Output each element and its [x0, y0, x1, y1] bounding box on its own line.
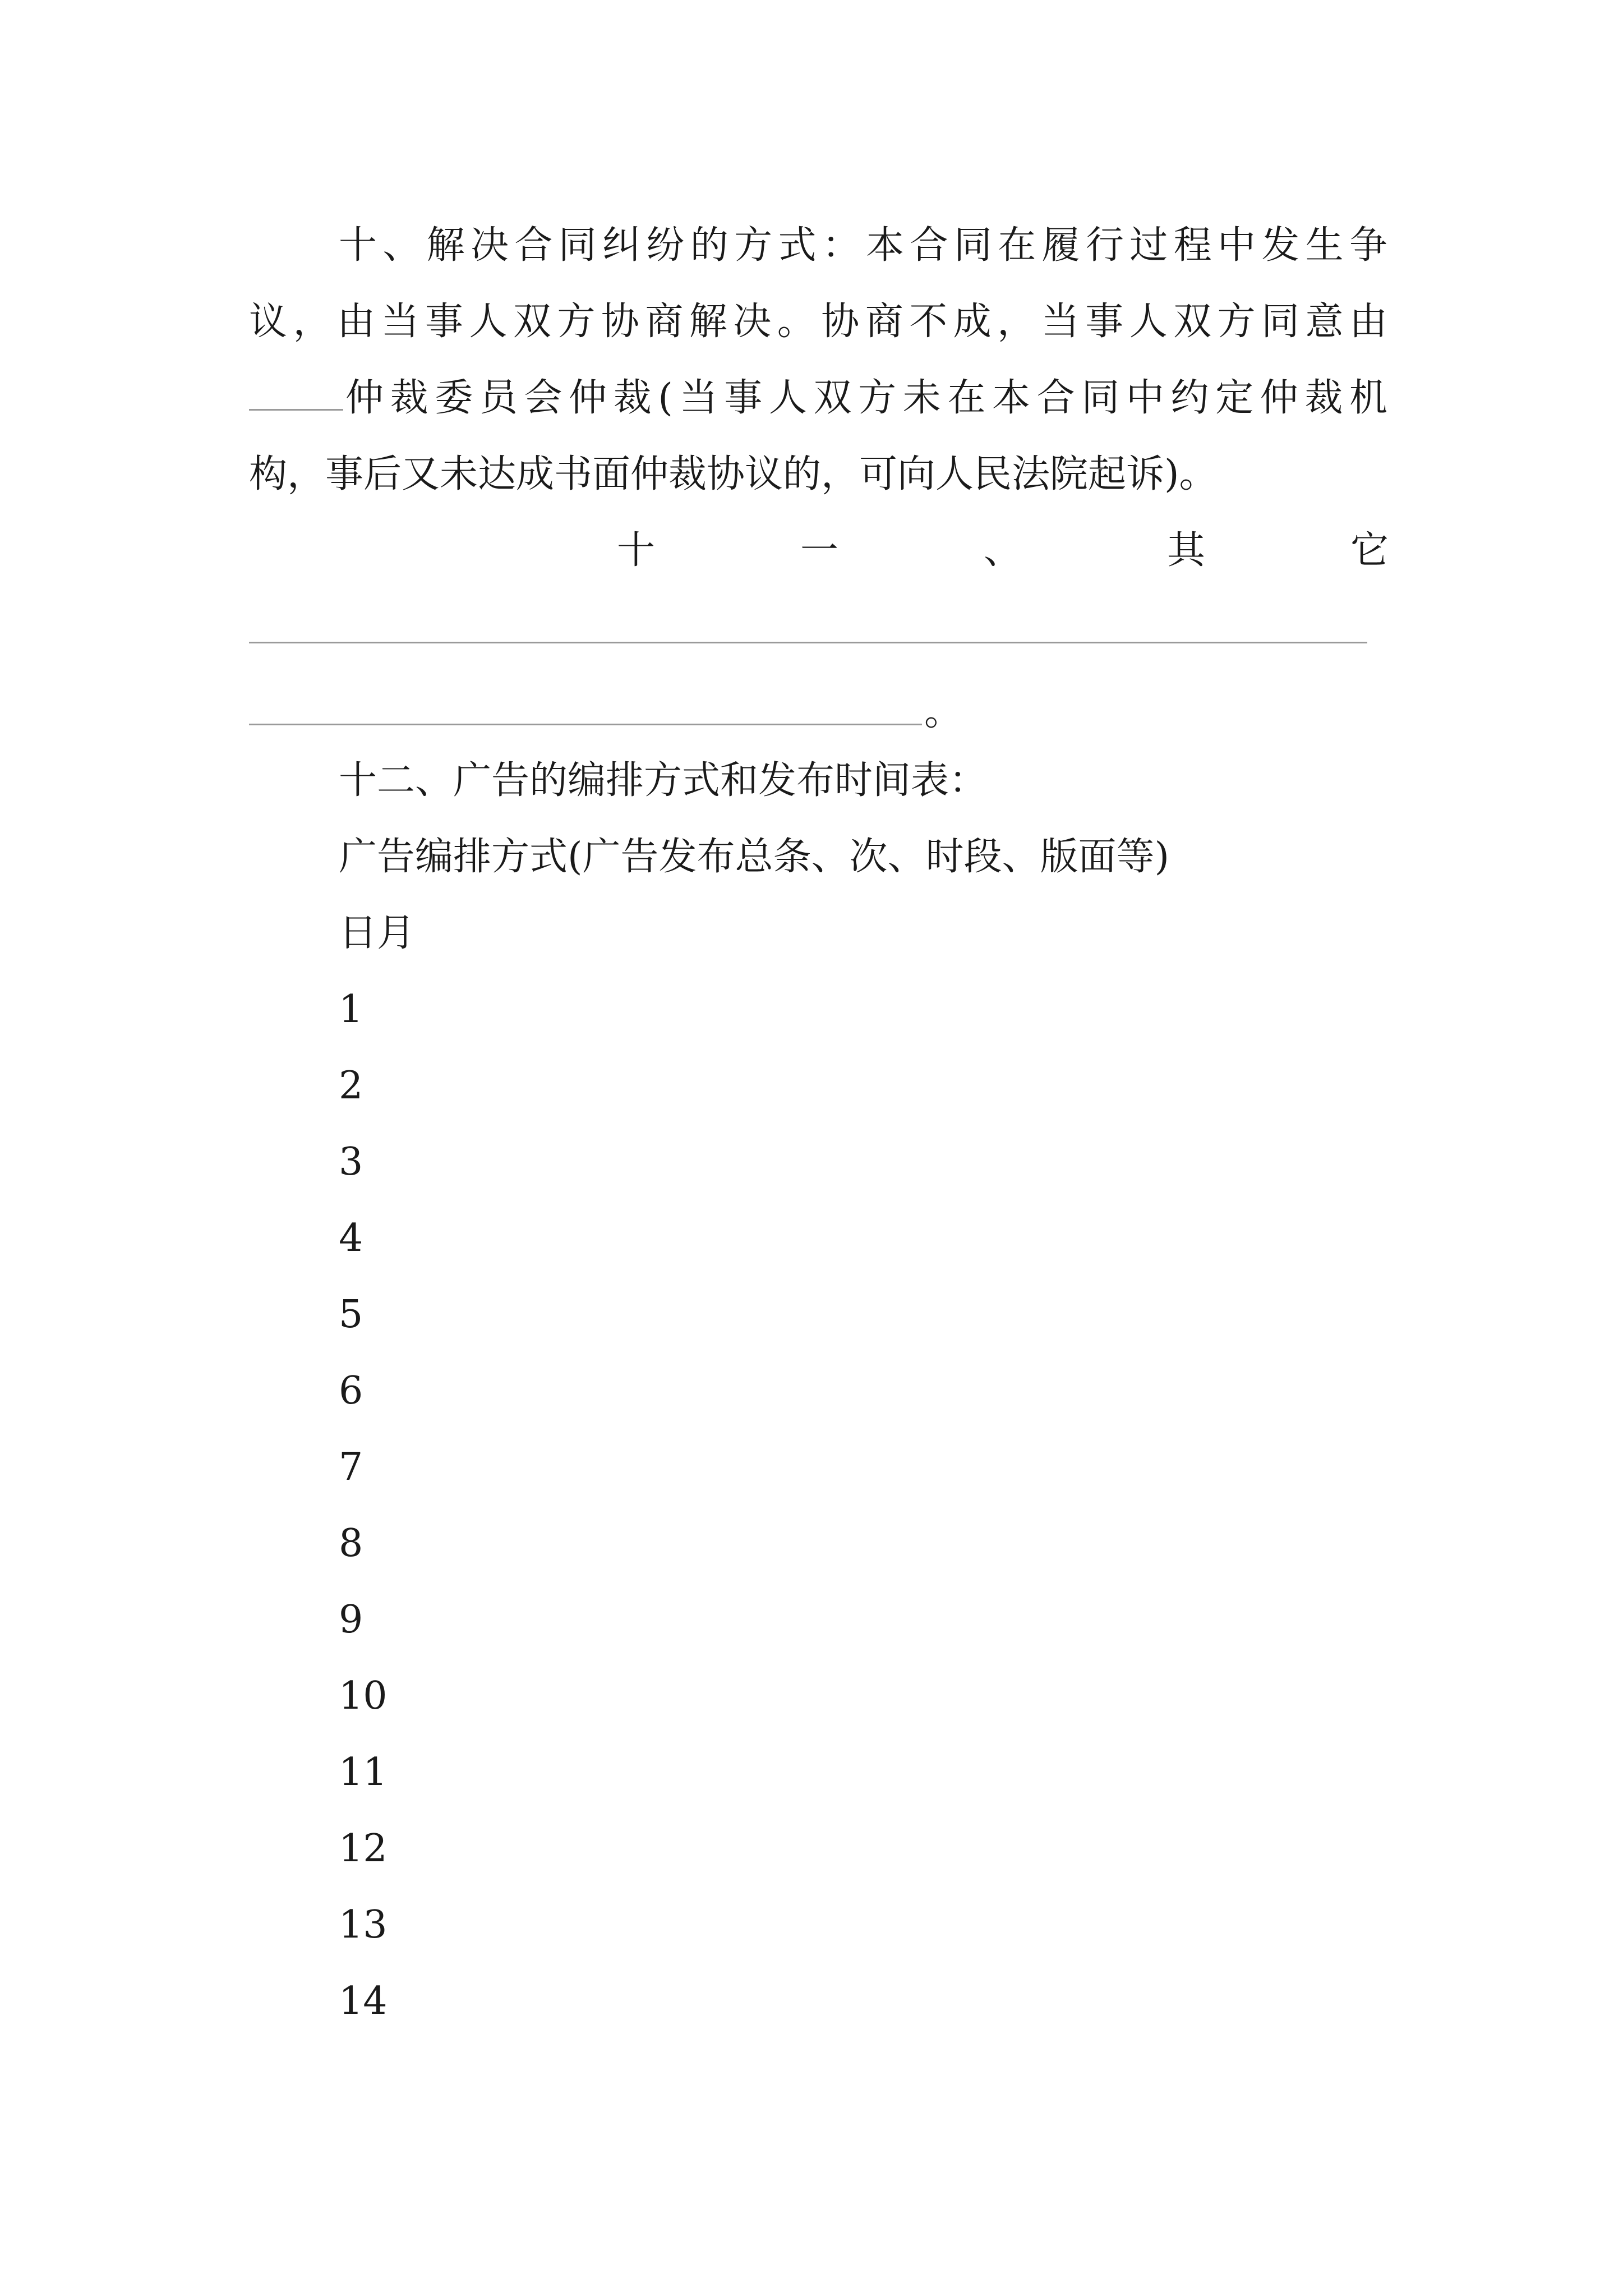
section-10-line-3: [249, 372, 1387, 424]
section-11-char-1: 十: [617, 528, 656, 573]
section-10-line-4: 构，事后又未达成书面仲裁协议的，可向人民法院起诉)。: [249, 452, 1218, 496]
section-11-char-3: 、: [983, 528, 1022, 573]
section-10-line-1: 十、解决合同纠纷的方式：本合同在履行过程中发生争: [339, 223, 1387, 268]
schedule-row: 10: [339, 1674, 388, 1718]
fill-in-line-1: [249, 642, 1367, 643]
section-12-subtitle: 广告编排方式(广告发布总条、次、时段、版面等): [339, 835, 1170, 879]
schedule-row: 1: [339, 987, 363, 1032]
section-11-char-4: 其: [1166, 528, 1205, 573]
section-11-heading: [617, 525, 1389, 577]
schedule-column-header: 日月: [339, 911, 416, 955]
schedule-row: 14: [339, 1979, 388, 2023]
schedule-row: 12: [339, 1826, 388, 1871]
schedule-row: 11: [339, 1750, 388, 1795]
schedule-row: 7: [339, 1445, 363, 1489]
schedule-row: 6: [339, 1369, 363, 1413]
schedule-row: 13: [339, 1903, 388, 1947]
section-10-line-3-text: 仲裁委员会仲裁(当事人双方未在本合同中约定仲裁机: [345, 376, 1387, 420]
section-11-char-2: 一: [800, 528, 838, 573]
schedule-row: 5: [339, 1292, 363, 1337]
schedule-row: 2: [339, 1064, 363, 1108]
schedule-row: 4: [339, 1216, 363, 1260]
schedule-row: 9: [339, 1598, 363, 1642]
section-12-title: 十二、广告的编排方式和发布时间表：: [339, 758, 988, 803]
arbitration-blank: [249, 378, 343, 411]
section-11-char-5: 它: [1350, 528, 1389, 573]
section-11-end-mark: 。: [924, 690, 963, 734]
fill-in-line-2: [249, 724, 922, 725]
schedule-row: 8: [339, 1521, 363, 1566]
section-10-line-2: 议，由当事人双方协商解决。协商不成，当事人双方同意由: [249, 300, 1387, 344]
schedule-row: 3: [339, 1140, 363, 1184]
